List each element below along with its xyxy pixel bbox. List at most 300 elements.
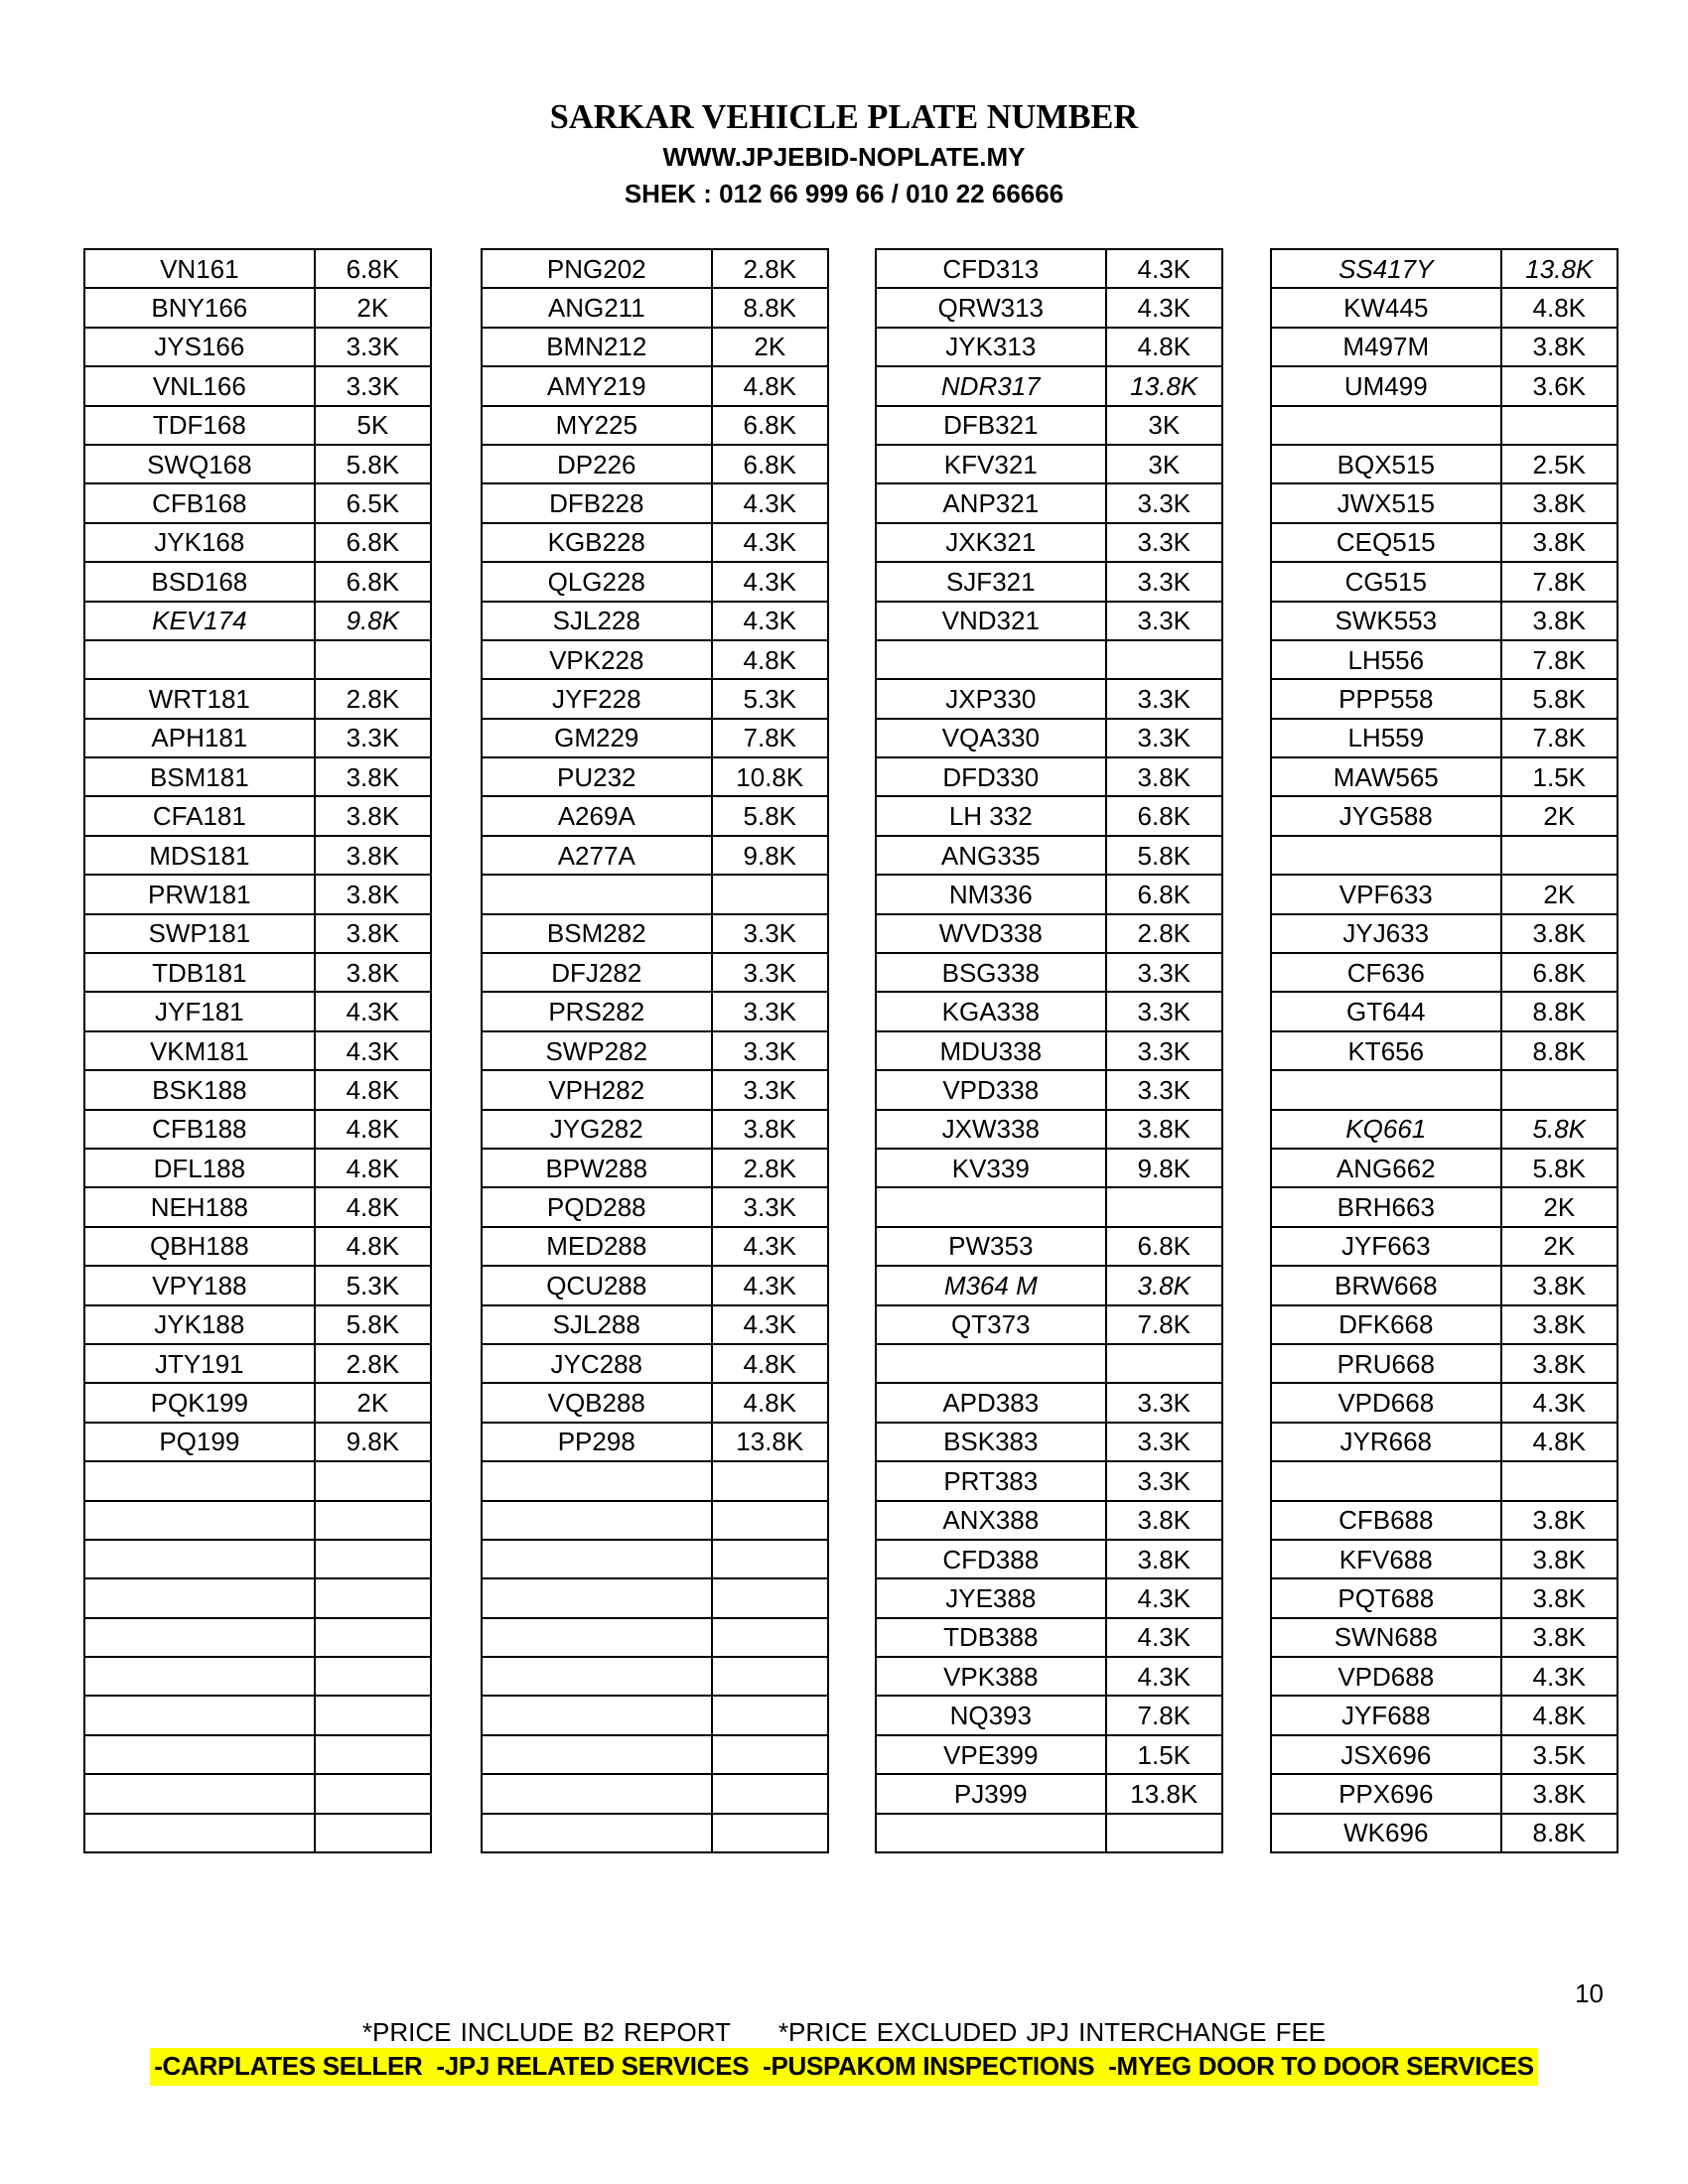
plate-number-cell: BSK188 [84,1070,315,1109]
plate-number-cell: NM336 [876,875,1106,913]
plate-number-cell [482,1774,712,1813]
price-cell: 3.3K [1106,719,1222,757]
empty-table-row [876,1344,1222,1383]
plate-number-cell: JYF228 [482,679,712,718]
table-row [84,249,431,288]
empty-table-row [482,1657,828,1696]
price-cell: 13.8K [1106,366,1222,405]
plate-number-cell: BRW668 [1271,1266,1501,1304]
plate-number-cell [482,1696,712,1734]
price-cell: 2K [1501,875,1618,913]
table-row [84,679,431,718]
table-row [84,562,431,601]
plate-number-cell [84,1657,315,1696]
table-row [482,1344,828,1383]
plate-number-cell: BSM181 [84,757,315,796]
plate-number-cell: KV339 [876,1149,1106,1187]
table-row [1271,757,1618,796]
note-b2-report: *PRICE INCLUDE B2 REPORT [361,2017,731,2047]
plate-number-cell: KFV321 [876,445,1106,483]
table-row [1271,1110,1618,1149]
price-cell [1106,1814,1222,1852]
table-row [1271,1501,1618,1540]
plate-number-cell: PQT688 [1271,1578,1501,1617]
empty-table-row [876,640,1222,679]
plate-number-cell: MDU338 [876,1031,1106,1070]
table-row [84,523,431,562]
table-row [876,1227,1222,1266]
plate-number-cell: JYF688 [1271,1696,1501,1734]
table-row [876,483,1222,522]
plate-number-cell: BSD168 [84,562,315,601]
plate-number-cell: KT656 [1271,1031,1501,1070]
table-row [482,1305,828,1344]
plate-number-cell [84,640,315,679]
table-row [1271,562,1618,601]
price-cell: 3.8K [712,1110,828,1149]
price-cell: 4.3K [712,523,828,562]
price-cell: 4.8K [712,1344,828,1383]
empty-table-row [482,875,828,913]
price-cell: 4.3K [1501,1383,1618,1422]
plate-number-cell: LH 332 [876,796,1106,835]
price-cell: 3.6K [1501,366,1618,405]
plate-number-cell [482,1618,712,1657]
plate-number-cell: PNG202 [482,249,712,288]
plate-number-cell: KW445 [1271,288,1501,327]
plate-number-cell: SJL228 [482,602,712,640]
price-cell: 4.3K [1106,249,1222,288]
price-notes [0,2017,1688,2048]
table-row [482,992,828,1030]
plate-number-cell: MED288 [482,1227,712,1266]
table-row [1271,1657,1618,1696]
price-cell [315,1657,431,1696]
price-cell: 3.3K [712,914,828,953]
table-row [1271,1735,1618,1774]
price-cell: 3.8K [1501,1501,1618,1540]
price-cell: 3.8K [1501,1618,1618,1657]
empty-table-row [84,1696,431,1734]
plate-number-cell: DFD330 [876,757,1106,796]
price-cell: 3.3K [1106,562,1222,601]
table-row [482,1070,828,1109]
plate-number-cell: VPK388 [876,1657,1106,1696]
plate-number-cell: DFB321 [876,406,1106,445]
plate-number-cell: JYK188 [84,1305,315,1344]
price-cell: 3.8K [315,836,431,875]
table-row [482,328,828,366]
price-cell: 1.5K [1501,757,1618,796]
price-cell: 4.8K [1106,328,1222,366]
table-row [482,679,828,718]
table-row [1271,914,1618,953]
page-number: 10 [1575,1979,1604,2008]
table-row [482,249,828,288]
plate-number-cell: CFA181 [84,796,315,835]
table-row [876,1696,1222,1734]
table-row [482,288,828,327]
price-cell: 6.8K [1501,953,1618,992]
plate-number-cell [482,1657,712,1696]
table-row [1271,288,1618,327]
plate-number-cell: JXW338 [876,1110,1106,1149]
table-row [1271,1578,1618,1617]
table-row [482,1423,828,1461]
plate-number-cell: GT644 [1271,992,1501,1030]
price-cell: 3.3K [1106,953,1222,992]
price-cell: 5.8K [315,1305,431,1344]
plate-number-cell: SWP282 [482,1031,712,1070]
price-cell: 3.3K [1106,1383,1222,1422]
price-cell: 2.8K [315,1344,431,1383]
plate-number-cell: BMN212 [482,328,712,366]
price-cell: 3.8K [1501,914,1618,953]
services-banner [0,2048,1688,2086]
table-row [84,875,431,913]
price-cell: 4.8K [315,1070,431,1109]
plate-number-cell: QRW313 [876,288,1106,327]
plate-number-cell: BQX515 [1271,445,1501,483]
price-cell [712,1578,828,1617]
price-cell: 6.8K [1106,796,1222,835]
price-cell: 2.8K [712,1149,828,1187]
price-cell: 3.3K [1106,679,1222,718]
table-row [84,1344,431,1383]
price-cell [712,1618,828,1657]
price-cell: 4.8K [1501,1423,1618,1461]
price-cell: 5.8K [712,796,828,835]
price-cell [1106,1344,1222,1383]
price-cell: 9.8K [1106,1149,1222,1187]
table-row [876,445,1222,483]
plate-number-cell [84,1696,315,1734]
price-cell: 5K [315,406,431,445]
table-row [1271,366,1618,405]
plate-number-cell: JYG282 [482,1110,712,1149]
plate-number-cell: VPY188 [84,1266,315,1304]
price-cell: 3.8K [315,914,431,953]
price-cell: 3.8K [1106,1540,1222,1578]
table-row [482,836,828,875]
empty-table-row [876,1814,1222,1852]
plate-number-cell: VQA330 [876,719,1106,757]
plate-number-cell: TDB181 [84,953,315,992]
table-row [482,640,828,679]
table-row [876,679,1222,718]
plate-number-cell: DFJ282 [482,953,712,992]
table-row [482,483,828,522]
table-row [482,1383,828,1422]
empty-table-row [84,1814,431,1852]
plate-number-cell: BSM282 [482,914,712,953]
table-row [482,406,828,445]
empty-table-row [482,1578,828,1617]
table-row [84,1383,431,1422]
plate-number-cell: PRT383 [876,1461,1106,1500]
plate-number-cell: DFK668 [1271,1305,1501,1344]
table-row [876,1383,1222,1422]
plate-number-cell: NEH188 [84,1187,315,1226]
price-cell [315,1618,431,1657]
price-cell: 3.8K [1501,523,1618,562]
table-row [876,366,1222,405]
plate-number-cell: PJ399 [876,1774,1106,1813]
price-cell: 4.8K [712,1383,828,1422]
table-row [482,1187,828,1226]
price-cell: 2K [315,1383,431,1422]
table-row [876,328,1222,366]
plate-number-cell: MDS181 [84,836,315,875]
table-row [84,1110,431,1149]
plate-number-cell [84,1618,315,1657]
table-row [876,1305,1222,1344]
table-row [876,1774,1222,1813]
price-cell [712,1461,828,1500]
plate-number-cell: MAW565 [1271,757,1501,796]
price-cell: 2K [315,288,431,327]
table-row [876,796,1222,835]
price-cell [315,1696,431,1734]
table-row [1271,328,1618,366]
price-cell: 3.8K [1106,757,1222,796]
table-row [876,719,1222,757]
table-row [84,445,431,483]
plate-number-cell: DFL188 [84,1149,315,1187]
contact-phone: SHEK : 012 66 999 66 / 010 22 66666 [624,179,1064,208]
plate-number-cell: M364 M [876,1266,1106,1304]
price-cell: 3.3K [1106,1461,1222,1500]
plate-number-cell: TDB388 [876,1618,1106,1657]
table-row [84,366,431,405]
price-cell: 2K [1501,796,1618,835]
price-cell: 3.8K [1106,1501,1222,1540]
price-cell: 3.3K [712,953,828,992]
plate-number-cell: PU232 [482,757,712,796]
empty-table-row [84,1618,431,1657]
price-cell: 3.3K [712,1031,828,1070]
table-row [84,602,431,640]
price-cell: 3.3K [315,366,431,405]
price-cell [1501,406,1618,445]
price-cell: 4.8K [315,1149,431,1187]
table-row [1271,679,1618,718]
plate-number-cell [482,1735,712,1774]
plate-number-cell: CFB188 [84,1110,315,1149]
note-jpj-fee: *PRICE EXCLUDED JPJ INTERCHANGE FEE [777,2017,1327,2047]
table-row [876,288,1222,327]
price-cell: 8.8K [1501,1031,1618,1070]
price-cell: 9.8K [712,836,828,875]
empty-table-row [84,1657,431,1696]
price-cell: 3.8K [1106,1110,1222,1149]
plate-number-cell: CFB688 [1271,1501,1501,1540]
price-cell: 3.8K [315,953,431,992]
table-row [482,602,828,640]
table-row [876,1501,1222,1540]
plate-number-cell [876,1187,1106,1226]
plate-number-cell: A277A [482,836,712,875]
table-row [1271,796,1618,835]
empty-table-row [876,1187,1222,1226]
price-cell [315,1461,431,1500]
price-cell [315,1501,431,1540]
price-cell: 3.8K [1501,1540,1618,1578]
price-cell [1501,1461,1618,1500]
plate-number-cell: VKM181 [84,1031,315,1070]
plate-number-cell [1271,836,1501,875]
plate-number-cell: JYE388 [876,1578,1106,1617]
price-cell: 5.8K [1501,1149,1618,1187]
plate-number-cell: PP298 [482,1423,712,1461]
table-row [84,836,431,875]
empty-table-row [482,1814,828,1852]
price-cell: 4.8K [712,640,828,679]
plate-number-cell [84,1735,315,1774]
table-row [1271,1814,1618,1852]
price-cell [712,1735,828,1774]
price-cell: 3.3K [1106,602,1222,640]
price-cell: 4.3K [712,1266,828,1304]
empty-table-row [1271,836,1618,875]
table-row [1271,875,1618,913]
plate-number-cell: VN161 [84,249,315,288]
empty-table-row [84,1578,431,1617]
table-row [1271,445,1618,483]
table-row [482,757,828,796]
price-cell: 5.3K [712,679,828,718]
price-cell: 3.3K [1106,992,1222,1030]
price-cell: 5.8K [1106,836,1222,875]
price-cell [315,1774,431,1813]
table-row [1271,1305,1618,1344]
table-row [876,249,1222,288]
empty-table-row [482,1774,828,1813]
price-cell: 6.8K [1106,875,1222,913]
plate-number-cell [482,1540,712,1578]
empty-table-row [84,1461,431,1500]
table-row [876,1070,1222,1109]
table-row [84,757,431,796]
price-cell [1106,640,1222,679]
plate-number-cell: CFD313 [876,249,1106,288]
plate-number-cell: QLG228 [482,562,712,601]
services-highlight: -CARPLATES SELLER -JPJ RELATED SERVICES -PUSPAKOM INSPECTIONS -MYEG DOOR TO DOOR SERVICES [150,2048,1538,2086]
plate-number-cell: BPW288 [482,1149,712,1187]
price-cell: 4.3K [1106,1657,1222,1696]
plate-number-cell [84,1540,315,1578]
plate-number-cell: A269A [482,796,712,835]
price-cell: 6.5K [315,483,431,522]
table-row [84,1305,431,1344]
table-row [876,1423,1222,1461]
price-cell [315,1735,431,1774]
price-cell: 4.3K [1501,1657,1618,1696]
table-row [1271,602,1618,640]
empty-table-row [1271,1070,1618,1109]
plate-number-cell: CF636 [1271,953,1501,992]
plate-table-1 [83,248,432,1853]
plate-number-cell: SWP181 [84,914,315,953]
price-cell [1501,836,1618,875]
table-row [1271,719,1618,757]
plate-number-cell: JTY191 [84,1344,315,1383]
plate-number-cell: VND321 [876,602,1106,640]
empty-table-row [84,1735,431,1774]
plate-number-cell: JXP330 [876,679,1106,718]
table-row [84,1266,431,1304]
price-cell: 7.8K [712,719,828,757]
empty-table-row [1271,406,1618,445]
table-row [876,914,1222,953]
plate-number-cell [482,1578,712,1617]
plate-number-cell: QT373 [876,1305,1106,1344]
table-row [482,1149,828,1187]
table-row [876,1149,1222,1187]
price-cell: 8.8K [1501,992,1618,1030]
document-title: SARKAR VEHICLE PLATE NUMBER [549,97,1139,136]
price-cell: 7.8K [1106,1696,1222,1734]
plate-number-cell: JYJ633 [1271,914,1501,953]
table-row [1271,640,1618,679]
table-row [876,1657,1222,1696]
price-cell: 2K [712,328,828,366]
price-cell [712,1657,828,1696]
plate-number-cell: KQ661 [1271,1110,1501,1149]
table-row [876,1618,1222,1657]
empty-table-row [84,1540,431,1578]
table-row [876,1578,1222,1617]
plate-number-cell: VPD668 [1271,1383,1501,1422]
price-cell: 3.3K [1106,1423,1222,1461]
plate-number-cell: BSG338 [876,953,1106,992]
price-cell [712,1814,828,1852]
plate-number-cell [482,1501,712,1540]
empty-table-row [482,1540,828,1578]
plate-number-cell: PPX696 [1271,1774,1501,1813]
plate-number-cell: CFD388 [876,1540,1106,1578]
price-cell: 4.3K [1106,1618,1222,1657]
table-row [482,1110,828,1149]
plate-number-cell: SJL288 [482,1305,712,1344]
price-cell [712,875,828,913]
plate-number-cell: VPD688 [1271,1657,1501,1696]
price-cell: 3.8K [1501,1774,1618,1813]
table-row [876,836,1222,875]
plate-number-cell: KFV688 [1271,1540,1501,1578]
table-row [482,445,828,483]
price-cell: 3.8K [315,875,431,913]
plate-number-cell [84,1814,315,1852]
table-row [84,328,431,366]
price-cell: 3.8K [1501,1305,1618,1344]
plate-number-cell [876,1814,1106,1852]
table-row [84,914,431,953]
plate-number-cell: BSK383 [876,1423,1106,1461]
plate-number-cell: PQD288 [482,1187,712,1226]
price-cell: 5.3K [315,1266,431,1304]
table-row [84,1149,431,1187]
price-cell: 2.8K [315,679,431,718]
plate-number-cell: JYC288 [482,1344,712,1383]
table-row [876,757,1222,796]
price-cell: 4.3K [315,1031,431,1070]
table-row [876,1266,1222,1304]
table-row [482,914,828,953]
price-cell: 3.3K [315,328,431,366]
table-row [876,875,1222,913]
plate-number-cell: WK696 [1271,1814,1501,1852]
